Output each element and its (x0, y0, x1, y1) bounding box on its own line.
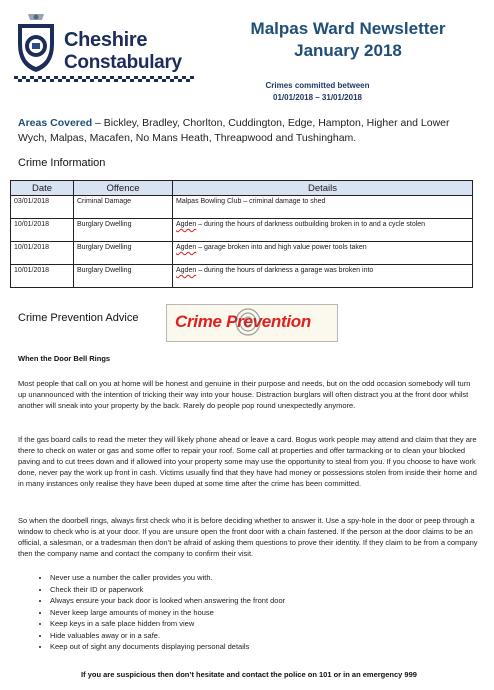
title-line1: Malpas Ward Newsletter (250, 19, 446, 38)
details-cell (173, 242, 473, 265)
details-cell (173, 196, 473, 219)
paragraph: Most people that call on you at home will be honest and genuine in their purpose and needs, but on the odd occasion somebody will turn up unannounced with the intention of tricking their way into your house. Distraction burglars will often distract you at the front door whilst another will sneak into your property by the back. Rarely do people pop round unexpectedly anymore. (18, 379, 471, 410)
newsletter-title (218, 18, 478, 62)
list-item: • Always ensure your back door is looked when answering the front door (50, 595, 285, 607)
crime-prevention-heading: Crime Prevention Advice (18, 312, 139, 324)
areas-text: – Bickley, Bradley, Chorlton, Cuddington, Edge, Hampton, Higher and Lower Wych, Malpas, Macafen, No Mans Heath, Threapwood and Tushingham. (18, 117, 450, 144)
title-line2: January 2018 (294, 41, 402, 60)
table-row (11, 265, 473, 288)
areas-label: Areas Covered (18, 117, 93, 129)
date-range: 01/01/2018 – 31/01/2018 (273, 93, 362, 102)
details-text: – garage broken into and high value power tools taken (196, 244, 367, 251)
place-name: Agden (176, 244, 197, 251)
offence-cell: Burglary Dwelling (74, 219, 173, 242)
list-item: • Keep keys in a safe place hidden from view (50, 618, 285, 630)
police-checker-band (14, 76, 194, 82)
logo-line1: Cheshire (64, 29, 148, 51)
details-text: Malpas Bowling Club – criminal damage to shed (176, 198, 326, 205)
crimes-between-label: Crimes committed between (265, 81, 370, 90)
crime-information-heading: Crime Information (18, 157, 106, 169)
offence-cell: Criminal Damage (74, 196, 173, 219)
logo-line2: Constabulary (64, 52, 182, 73)
list-item: • Check their ID or paperwork (50, 584, 285, 596)
details-text: – during the hours of darkness a garage was broken into (196, 267, 374, 274)
details-text: – during the hours of darkness outbuilding broken in to and a cycle stolen (196, 221, 426, 228)
date-cell: 10/01/2018 (11, 265, 74, 288)
list-item: • Keep out of sight any documents displaying personal details (50, 641, 285, 653)
column-header-offence: Offence (74, 181, 173, 196)
paragraph: If the gas board calls to read the meter they will likely phone ahead or leave a card. Bogus work people may attend and claim that they are there to check on water or gas and some offer to repair your roof. Some call at properties and offer tarmacking or to clean your blocked paving and to cut trees down and if allowed into your property some may use the opportunity to steal from you. If you choose to have work done, never pay the work up front in cash. Victims usually find that they have had money or possessions stolen from inside their home and in many instances only realise they have been duped at some time after the crime has been committed. (18, 435, 477, 488)
date-cell: 10/01/2018 (11, 242, 74, 265)
place-name: Agden (176, 267, 197, 274)
list-item: • Hide valuables away or in a safe. (50, 630, 285, 642)
table-row (11, 242, 473, 265)
offence-cell: Burglary Dwelling (74, 242, 173, 265)
crime-prevention-logo-text: Crime Prevention (175, 312, 311, 331)
column-header-details: Details (173, 181, 473, 196)
crime-table (10, 180, 473, 288)
table-row (11, 219, 473, 242)
details-cell (173, 219, 473, 242)
emergency-contact-footer: If you are suspicious then don’t hesitate and contact the police on 101 or in an emergency 999 (81, 670, 417, 679)
safety-tips-list (30, 572, 285, 653)
crimes-period (230, 80, 405, 104)
list-item: • Never keep large amounts of money in the house (50, 607, 285, 619)
column-header-date: Date (11, 181, 74, 196)
fingerprint-icon (233, 307, 263, 337)
door-bell-subheading: When the Door Bell Rings (18, 354, 111, 363)
cheshire-constabulary-logo (14, 12, 194, 80)
date-cell: 10/01/2018 (11, 219, 74, 242)
table-row (11, 196, 473, 219)
place-name: Agden (176, 221, 197, 228)
offence-cell: Burglary Dwelling (74, 265, 173, 288)
areas-covered (18, 116, 480, 146)
paragraph: So when the doorbell rings, always first check who it is before deciding whether to answer it. Use a spy-hole in the door or peep through a window to check who is at your door. If you are unsure open the front door with a chain fastened. If the person at the door claims to be an official, a salesman, or a tradesman then don’t be afraid of asking them questions to prove their identity. If they claim to be from a company then the company name and contact the company to confirm their visit. (18, 516, 478, 558)
details-cell (173, 265, 473, 288)
crime-prevention-logo (166, 304, 338, 342)
police-crest-icon (14, 12, 58, 74)
date-cell: 03/01/2018 (11, 196, 74, 219)
list-item: • Never use a number the caller provides you with. (50, 572, 285, 584)
